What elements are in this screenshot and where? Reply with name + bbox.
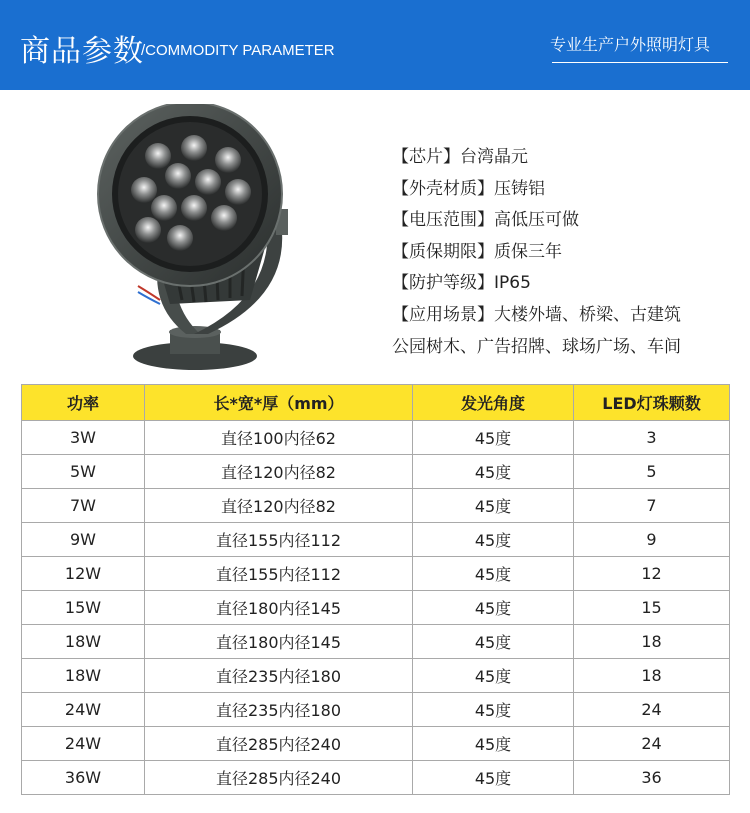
- header-slogan: 专业生产户外照明灯具: [550, 35, 711, 54]
- spec-warranty: 【质保期限】质保三年: [392, 241, 562, 262]
- cell-power: 24W: [22, 727, 145, 761]
- cell-power: 5W: [22, 455, 145, 489]
- table-row: [22, 693, 730, 727]
- table-row: [22, 727, 730, 761]
- cell-beam-angle: 45度: [413, 489, 574, 523]
- cell-dimensions: 直径235内径180: [145, 693, 413, 727]
- col-header-led-count: LED灯珠颗数: [574, 385, 730, 421]
- spec-application-cont: 公园树木、广告招牌、球场广场、车间: [392, 336, 681, 357]
- cell-led-count: 7: [574, 489, 730, 523]
- cell-beam-angle: 45度: [413, 761, 574, 795]
- cell-beam-angle: 45度: [413, 557, 574, 591]
- cell-led-count: 3: [574, 421, 730, 455]
- cell-power: 3W: [22, 421, 145, 455]
- cell-led-count: 36: [574, 761, 730, 795]
- cell-led-count: 18: [574, 659, 730, 693]
- cell-led-count: 24: [574, 727, 730, 761]
- page-title: 商品参数: [20, 34, 144, 69]
- led-spotlight-icon: [90, 104, 300, 374]
- col-header-power: 功率: [22, 385, 145, 421]
- cell-beam-angle: 45度: [413, 727, 574, 761]
- cell-dimensions: 直径100内径62: [145, 421, 413, 455]
- table-row: [22, 761, 730, 795]
- spec-protection-level: 【防护等级】IP65: [392, 273, 531, 294]
- table-row: [22, 489, 730, 523]
- cell-dimensions: 直径285内径240: [145, 761, 413, 795]
- cell-beam-angle: 45度: [413, 625, 574, 659]
- cell-dimensions: 直径120内径82: [145, 455, 413, 489]
- cell-led-count: 9: [574, 523, 730, 557]
- cell-power: 7W: [22, 489, 145, 523]
- cell-led-count: 18: [574, 625, 730, 659]
- spec-list: [392, 142, 681, 363]
- page-subtitle: /COMMODITY PARAMETER: [141, 42, 335, 59]
- cell-power: 15W: [22, 591, 145, 625]
- col-header-dimensions: 长*宽*厚（mm）: [145, 385, 413, 421]
- spec-chip: 【芯片】台湾晶元: [392, 147, 528, 167]
- table-row: [22, 591, 730, 625]
- cell-led-count: 24: [574, 693, 730, 727]
- table-row: [22, 557, 730, 591]
- cell-power: 9W: [22, 523, 145, 557]
- table-row: [22, 625, 730, 659]
- cell-power: 18W: [22, 625, 145, 659]
- cell-beam-angle: 45度: [413, 455, 574, 489]
- cell-power: 36W: [22, 761, 145, 795]
- cell-led-count: 5: [574, 455, 730, 489]
- parameter-table: [21, 384, 730, 795]
- cell-beam-angle: 45度: [413, 421, 574, 455]
- cell-dimensions: 直径235内径180: [145, 659, 413, 693]
- product-image: [90, 104, 300, 374]
- spec-application: 【应用场景】大楼外墙、桥梁、古建筑: [392, 304, 681, 325]
- cell-led-count: 15: [574, 591, 730, 625]
- table-header-row: [22, 385, 730, 421]
- cell-dimensions: 直径285内径240: [145, 727, 413, 761]
- slogan-underline: [552, 62, 728, 63]
- table-row: [22, 523, 730, 557]
- cell-beam-angle: 45度: [413, 523, 574, 557]
- cell-power: 24W: [22, 693, 145, 727]
- cell-led-count: 12: [574, 557, 730, 591]
- table-row: [22, 659, 730, 693]
- spec-housing-material: 【外壳材质】压铸铝: [392, 178, 545, 199]
- table-row: [22, 455, 730, 489]
- cell-dimensions: 直径120内径82: [145, 489, 413, 523]
- cell-beam-angle: 45度: [413, 591, 574, 625]
- cell-dimensions: 直径180内径145: [145, 625, 413, 659]
- spec-voltage-range: 【电压范围】高低压可做: [392, 210, 579, 231]
- cell-power: 12W: [22, 557, 145, 591]
- cell-dimensions: 直径155内径112: [145, 557, 413, 591]
- cell-dimensions: 直径180内径145: [145, 591, 413, 625]
- cell-power: 18W: [22, 659, 145, 693]
- cell-beam-angle: 45度: [413, 693, 574, 727]
- header-banner: [0, 0, 750, 90]
- col-header-beam-angle: 发光角度: [413, 385, 574, 421]
- cell-beam-angle: 45度: [413, 659, 574, 693]
- cell-dimensions: 直径155内径112: [145, 523, 413, 557]
- table-row: [22, 421, 730, 455]
